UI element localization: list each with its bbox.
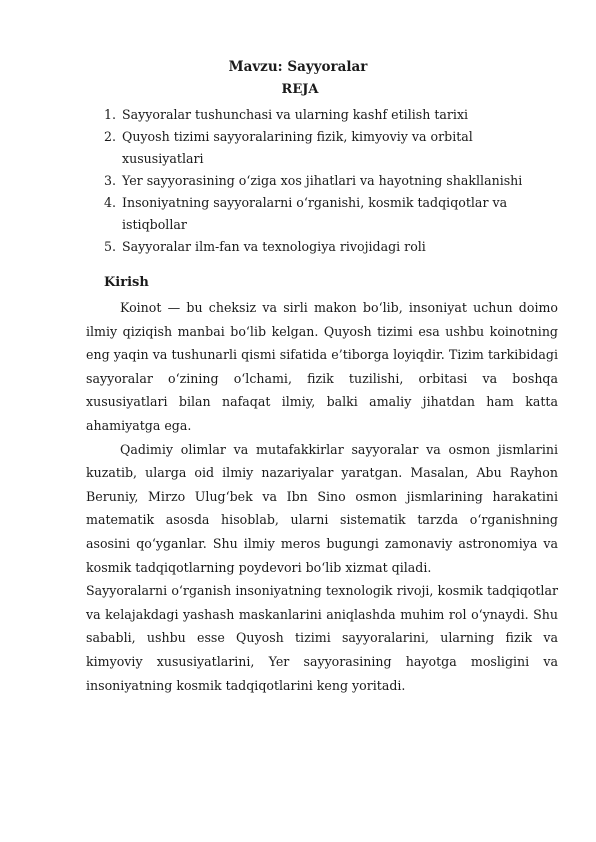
plan-item bbox=[104, 192, 544, 236]
intro-paragraph-3: Sayyoralarni o‘rganish insoniyatning texnologik rivoji, kosmik tadqiqotlar va kelajakdagi yashash maskanlarini aniqlashda muhim rol o‘ynaydi. Shu sababli, ushbu esse Quyosh tizimi sayyoralarini, ularning fizik va kimyoviy xususiyatlarini, Yer sayyorasining hayotga mosligini va insoniyatning kosmik tadqiqotlarini keng yoritadi. bbox=[86, 583, 558, 693]
plan-item bbox=[104, 126, 544, 170]
plan-heading: REJA bbox=[281, 82, 319, 97]
document-title: Mavzu: Sayyoralar bbox=[228, 59, 368, 75]
plan-item-number: 2. bbox=[104, 129, 117, 144]
plan-item-text: Sayyoralar ilm-fan va texnologiya rivojidagi roli bbox=[122, 239, 426, 254]
plan-item bbox=[104, 170, 544, 192]
plan-item-text: Sayyoralar tushunchasi va ularning kashf etilish tarixi bbox=[122, 107, 469, 122]
plan-list bbox=[104, 104, 544, 258]
plan-item-text: Yer sayyorasining o‘ziga xos jihatlari va hayotning shakllanishi bbox=[122, 173, 523, 188]
intro-paragraph-1: Koinot — bu cheksiz va sirli makon bo‘lib, insoniyat uchun doimo ilmiy qiziqish manbai bo‘lib kelgan. Quyosh tizimi esa ushbu koinotning eng yaqin va tushunarli qismi sifatida e’tiborga loyiqdir. Tizim tarkibidagi sayyoralar o‘zining o‘lchami, fizik tuzilishi, orbitasi va boshqa xususiyatlari bilan nafaqat ilmiy, balki amaliy jihatdan ham katta ahamiyatga ega. bbox=[86, 300, 558, 433]
intro-body bbox=[86, 296, 558, 697]
plan-item-text: Quyosh tizimi sayyoralarining fizik, kimyoviy va orbital xususiyatlari bbox=[122, 129, 473, 166]
plan-item-number: 5. bbox=[104, 239, 117, 254]
intro-paragraph-2: Qadimiy olimlar va mutafakkirlar sayyoralar va osmon jismlarini kuzatib, ularga oid ilmiy nazariyalar yaratgan. Masalan, Abu Rayhon Beruniy, Mirzo Ulug‘bek va Ibn Sino osmon jismlarining harakatini matematik asosda hisoblab, ularni sistematik tarzda o‘rganishning asosini qo‘yganlar. Shu ilmiy meros bugungi zamonaviy astronomiya va kosmik tadqiqotlarning poydevori bo‘lib xizmat qiladi. bbox=[86, 441, 558, 575]
plan-item bbox=[104, 104, 544, 126]
plan-item-number: 4. bbox=[104, 195, 117, 210]
plan-item-text: Insoniyatning sayyoralarni o‘rganishi, kosmik tadqiqotlar va istiqbollar bbox=[122, 195, 508, 232]
plan-item-number: 1. bbox=[104, 107, 117, 122]
plan-item-number: 3. bbox=[104, 173, 117, 188]
plan-item bbox=[104, 236, 544, 258]
intro-heading: Kirish bbox=[104, 275, 149, 290]
